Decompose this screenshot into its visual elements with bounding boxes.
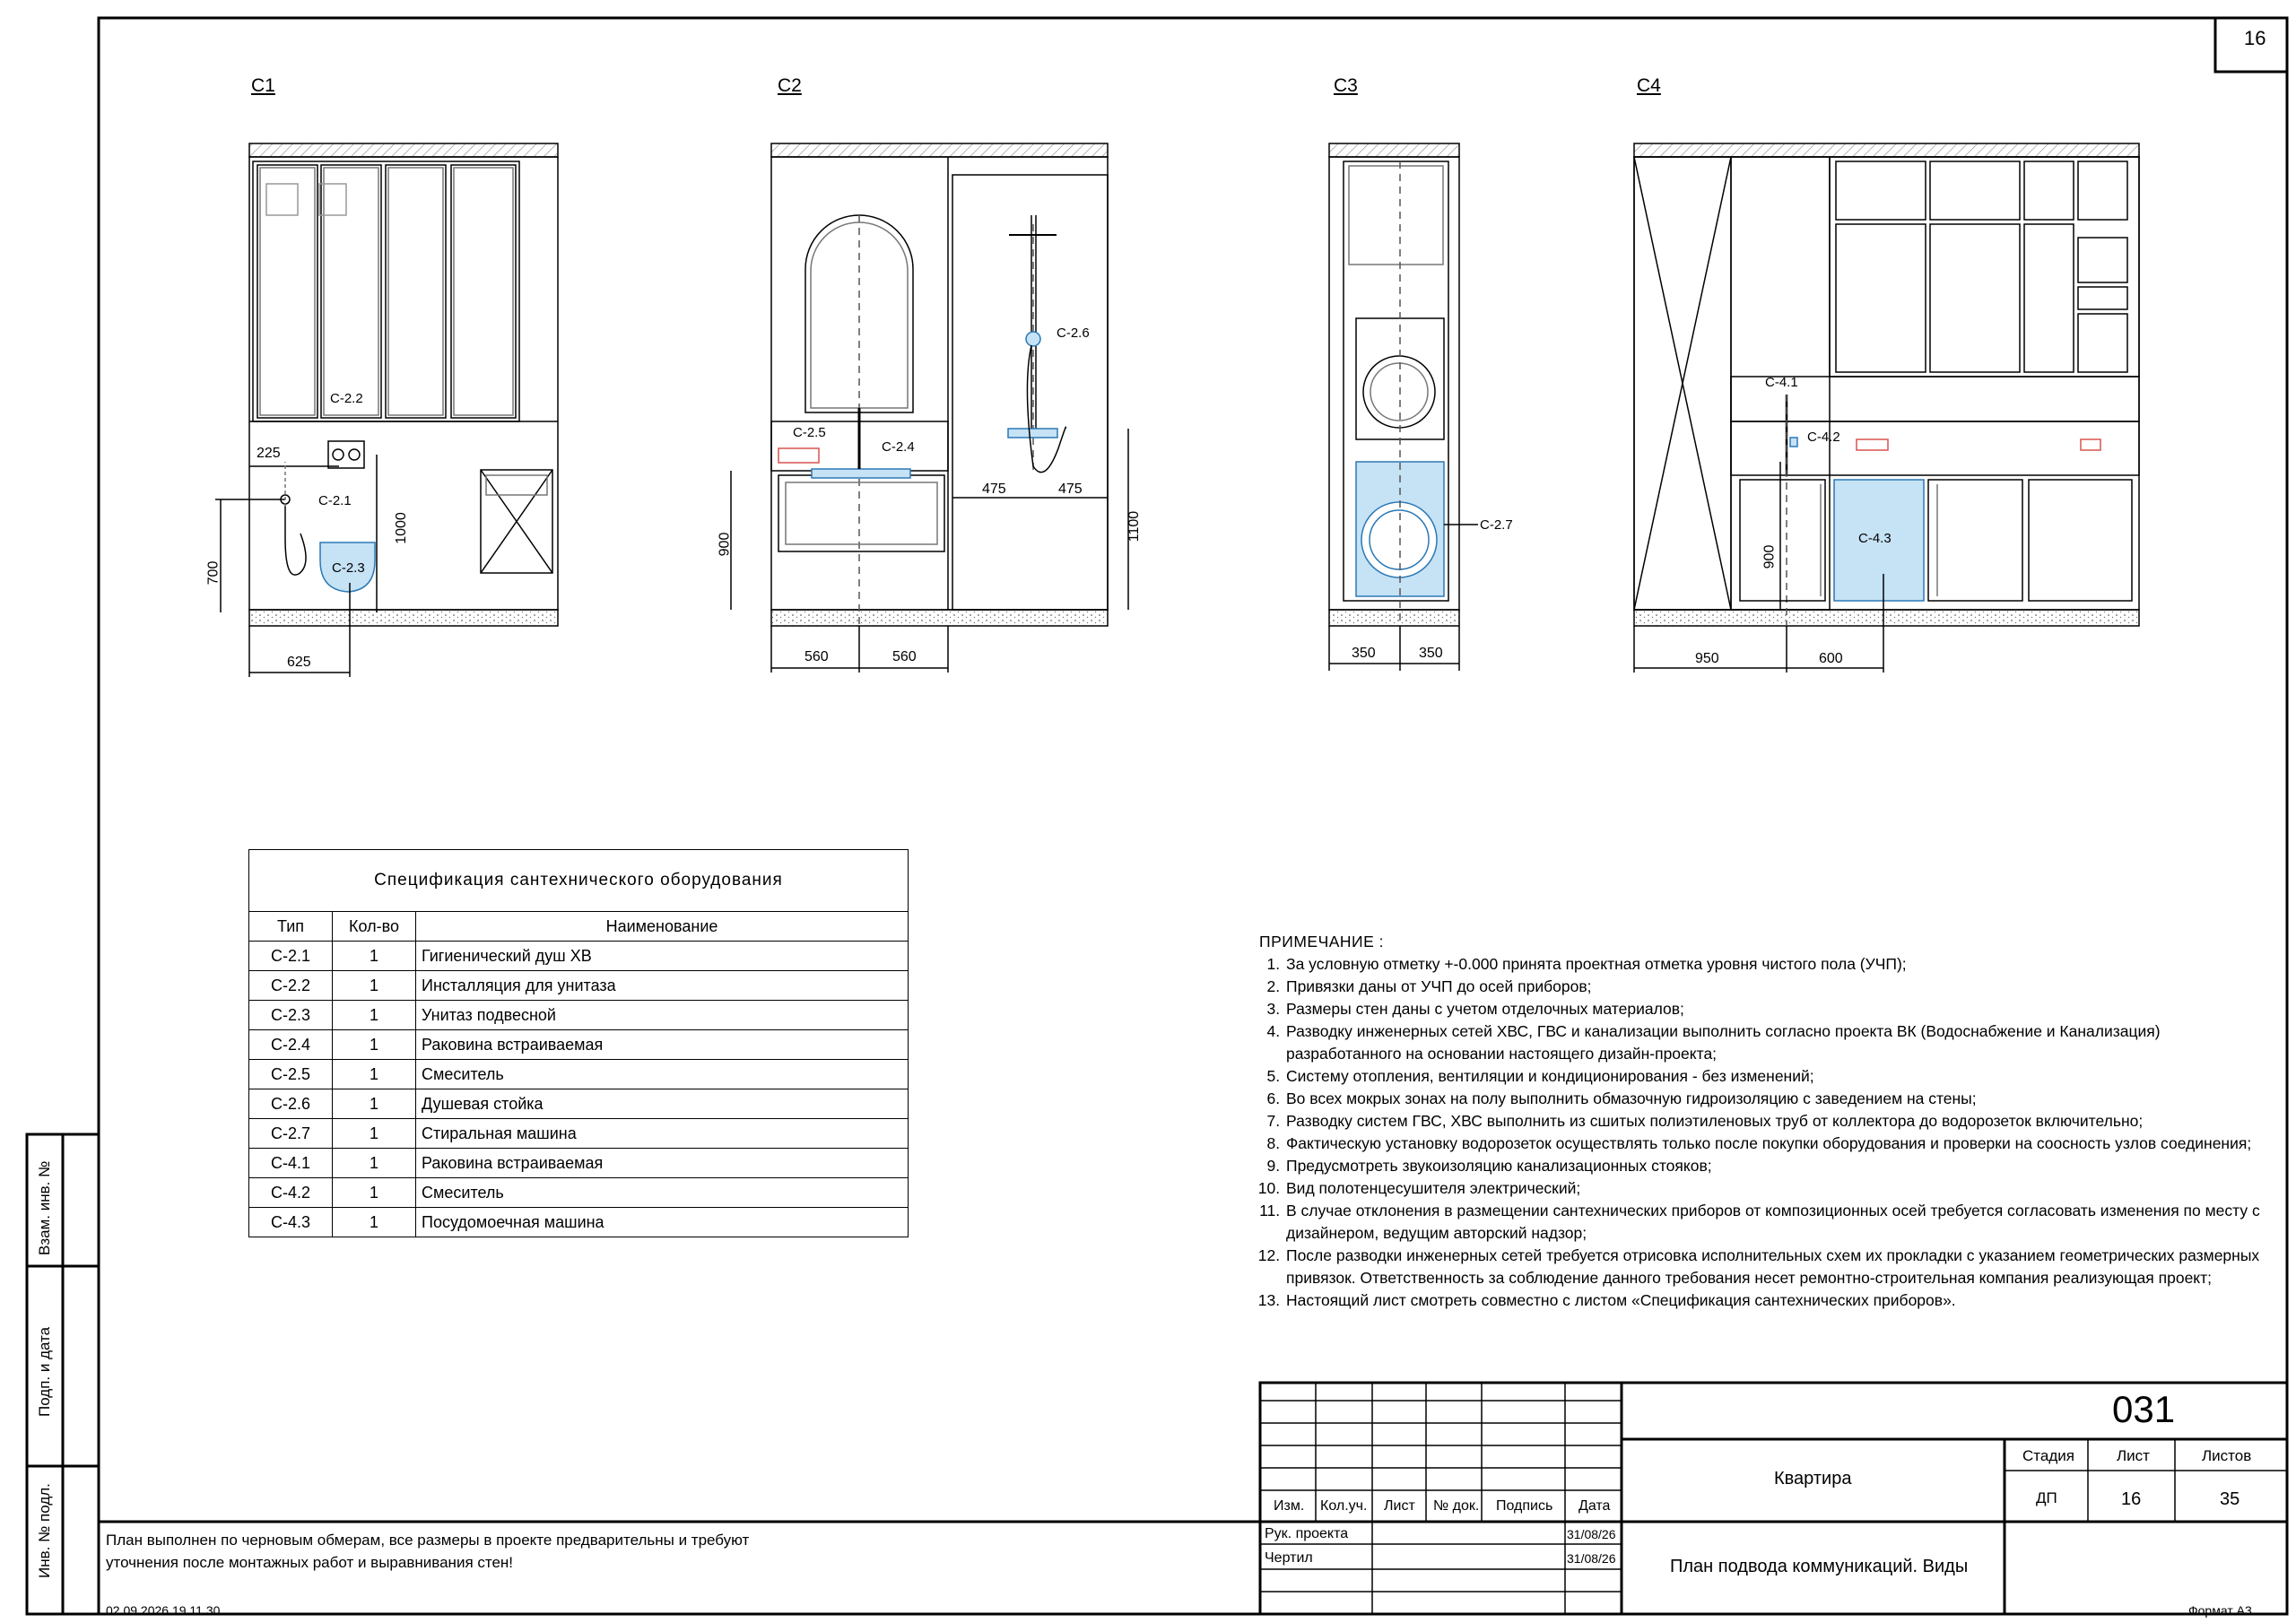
spec-cell-name: Инсталляция для унитаза bbox=[416, 971, 909, 1001]
list-item: 9. Предусмотреть звукоизоляцию канализационных стояков; bbox=[1284, 1155, 2260, 1177]
spec-cell-qty: 1 bbox=[333, 1089, 416, 1119]
callout-c23: С-2.3 bbox=[332, 560, 365, 576]
spec-cell-name: Раковина встраиваемая bbox=[416, 1149, 909, 1178]
role-chertil: Чертил bbox=[1265, 1550, 1313, 1566]
spec-header-name: Наименование bbox=[416, 912, 909, 942]
notes-block bbox=[1259, 931, 2260, 1312]
callout-c22: С-2.2 bbox=[330, 391, 363, 406]
notes-title: ПРИМЕЧАНИЕ : bbox=[1259, 933, 1385, 950]
bottom-note-line2: уточнения после монтажных работ и выравнивания стен! bbox=[106, 1554, 514, 1571]
callout-c21: С-2.1 bbox=[318, 493, 352, 508]
spec-cell-type: С-4.2 bbox=[249, 1178, 333, 1208]
table-row bbox=[249, 942, 909, 971]
table-row bbox=[249, 1001, 909, 1030]
spec-cell-type: С-2.7 bbox=[249, 1119, 333, 1149]
spec-cell-name: Раковина встраиваемая bbox=[416, 1030, 909, 1060]
list-item: 10. Вид полотенцесушителя электрический; bbox=[1284, 1177, 2260, 1200]
spec-cell-type: С-2.3 bbox=[249, 1001, 333, 1030]
list-item: 11. В случае отклонения в размещении сантехнических приборов от композиционных осей требуется согласовать изменения по месту с дизайнером, ведущим авторский надзор; bbox=[1284, 1200, 2260, 1245]
table-row bbox=[249, 1060, 909, 1089]
list-item: 3. Размеры стен даны с учетом отделочных материалов; bbox=[1284, 998, 2260, 1020]
spec-cell-name: Смеситель bbox=[416, 1178, 909, 1208]
spec-cell-qty: 1 bbox=[333, 971, 416, 1001]
notes-list bbox=[1259, 953, 2260, 1312]
spec-cell-name: Гигиенический душ ХВ bbox=[416, 942, 909, 971]
spec-cell-type: С-2.1 bbox=[249, 942, 333, 971]
sheet-frame bbox=[99, 18, 2287, 1614]
spec-cell-qty: 1 bbox=[333, 1119, 416, 1149]
dim-c4-950: 950 bbox=[1695, 651, 1719, 666]
spec-cell-qty: 1 bbox=[333, 1178, 416, 1208]
callout-c24: С-2.4 bbox=[882, 439, 915, 455]
col-podpis: Подпись bbox=[1496, 1498, 1553, 1514]
dim-c2-560b: 560 bbox=[892, 649, 917, 664]
list-item: 5. Систему отопления, вентиляции и кондиционирования - без изменений; bbox=[1284, 1065, 2260, 1088]
spec-cell-qty: 1 bbox=[333, 1208, 416, 1237]
sheet-corner-number: 16 bbox=[2244, 27, 2266, 49]
dim-c2-900: 900 bbox=[717, 532, 733, 557]
callout-c43: С-4.3 bbox=[1858, 531, 1892, 546]
list-item: 13. Настоящий лист смотреть совместно с листом «Спецификация сантехнических приборов». bbox=[1284, 1289, 2260, 1312]
stamp-vzam-inv: Взам. инв. № bbox=[36, 1160, 53, 1255]
table-row bbox=[249, 1178, 909, 1208]
spec-cell-name: Душевая стойка bbox=[416, 1089, 909, 1119]
sheet-value: 16 bbox=[2121, 1489, 2142, 1509]
dim-c1-1000: 1000 bbox=[393, 512, 409, 544]
col-doc: № док. bbox=[1433, 1498, 1480, 1514]
dim-c1-700: 700 bbox=[205, 560, 222, 586]
spec-cell-type: С-2.2 bbox=[249, 971, 333, 1001]
list-item: 8. Фактическую установку водорозеток осуществлять только после покупки оборудования и проверки на соосность узлов соединения; bbox=[1284, 1133, 2260, 1155]
table-row bbox=[249, 1119, 909, 1149]
table-row bbox=[249, 1089, 909, 1119]
spec-cell-name: Смеситель bbox=[416, 1060, 909, 1089]
spec-cell-qty: 1 bbox=[333, 1149, 416, 1178]
dim-c3-350b: 350 bbox=[1419, 646, 1443, 661]
list-item: 6. Во всех мокрых зонах на полу выполнить обмазочную гидроизоляцию с заведением на стены; bbox=[1284, 1088, 2260, 1110]
list-item: 4. Разводку инженерных сетей ХВС, ГВС и канализации выполнить согласно проекта ВК (Водоснабжение и Канализация) разработанного на основании настоящего дизайн-проекта; bbox=[1284, 1020, 2260, 1065]
stamp-podp-data: Подп. и дата bbox=[36, 1326, 53, 1417]
spec-cell-type: С-4.1 bbox=[249, 1149, 333, 1178]
spec-cell-name: Посудомоечная машина bbox=[416, 1208, 909, 1237]
col-kol-uch: Кол.уч. bbox=[1320, 1498, 1368, 1514]
dim-c3-350a: 350 bbox=[1352, 646, 1376, 661]
callout-c27: С-2.7 bbox=[1480, 517, 1513, 533]
view-label-c2: С2 bbox=[778, 75, 802, 96]
sheets-value: 35 bbox=[2220, 1489, 2240, 1509]
stage-value: ДП bbox=[2036, 1489, 2057, 1506]
callout-c41: С-4.1 bbox=[1765, 375, 1798, 390]
dim-c2-1100: 1100 bbox=[1126, 510, 1143, 542]
spec-cell-qty: 1 bbox=[333, 942, 416, 971]
spec-table bbox=[248, 849, 909, 1237]
spec-cell-type: С-2.6 bbox=[249, 1089, 333, 1119]
col-list: Лист bbox=[1384, 1498, 1415, 1514]
dim-c1-625: 625 bbox=[287, 655, 311, 670]
table-row bbox=[249, 1208, 909, 1237]
spec-table-title: Спецификация сантехнического оборудования bbox=[249, 850, 909, 912]
list-item: 7. Разводку систем ГВС, ХВС выполнить из сшитых полиэтиленовых труб от коллектора до водорозеток включительно; bbox=[1284, 1110, 2260, 1133]
dim-c1-225: 225 bbox=[257, 446, 281, 461]
spec-cell-type: С-2.4 bbox=[249, 1030, 333, 1060]
spec-cell-type: С-2.5 bbox=[249, 1060, 333, 1089]
project-code: 031 bbox=[2112, 1388, 2176, 1430]
callout-c26: С-2.6 bbox=[1057, 325, 1090, 341]
print-timestamp: 02.09.2026 19.11.30 bbox=[106, 1603, 221, 1618]
spec-header-qty: Кол-во bbox=[333, 912, 416, 942]
view-c1-drawing bbox=[215, 143, 558, 677]
table-row bbox=[249, 1030, 909, 1060]
list-item: 12. После разводки инженерных сетей требуется отрисовка исполнительных схем их прокладки с указанием геометрических размерных привязок. Ответственность за соблюдение данного требования несет ремонтно-строительная компания реализующая проект; bbox=[1284, 1245, 2260, 1289]
stamp-inv-podl: Инв. № подл. bbox=[36, 1483, 53, 1578]
spec-cell-type: С-4.3 bbox=[249, 1208, 333, 1237]
bottom-note-line1: План выполнен по черновым обмерам, все размеры в проекте предварительны и требуют bbox=[106, 1532, 750, 1549]
stage-header: Стадия bbox=[2022, 1447, 2074, 1464]
spec-cell-qty: 1 bbox=[333, 1001, 416, 1030]
table-row bbox=[249, 971, 909, 1001]
dim-c4-600: 600 bbox=[1819, 651, 1843, 666]
date-ruk-proekta: 31/08/26 bbox=[1567, 1527, 1616, 1541]
col-data: Дата bbox=[1578, 1498, 1611, 1514]
spec-header-type: Тип bbox=[249, 912, 333, 942]
list-item: 2. Привязки даны от УЧП до осей приборов; bbox=[1284, 976, 2260, 998]
dim-c4-900: 900 bbox=[1761, 544, 1778, 569]
sheets-header: Листов bbox=[2202, 1447, 2252, 1464]
spec-cell-qty: 1 bbox=[333, 1030, 416, 1060]
callout-c25: С-2.5 bbox=[793, 425, 826, 440]
sheet-header: Лист bbox=[2117, 1447, 2150, 1464]
callout-c42: С-4.2 bbox=[1807, 430, 1840, 445]
spec-cell-name: Стиральная машина bbox=[416, 1119, 909, 1149]
view-label-c1: С1 bbox=[251, 75, 275, 96]
sheet-title: План подвода коммуникаций. Виды bbox=[1670, 1557, 1969, 1576]
dim-c2-560a: 560 bbox=[804, 649, 829, 664]
object-name: Квартира bbox=[1774, 1469, 1852, 1488]
date-chertil: 31/08/26 bbox=[1567, 1551, 1616, 1566]
view-label-c3: С3 bbox=[1334, 75, 1358, 96]
view-c3-drawing bbox=[1329, 143, 1478, 671]
format-label: Формат А3 bbox=[2188, 1603, 2252, 1618]
list-item: 1. За условную отметку +-0.000 принята проектная отметка уровня чистого пола (УЧП); bbox=[1284, 953, 2260, 976]
dim-c2-475b: 475 bbox=[1058, 482, 1083, 497]
view-c4-drawing bbox=[1634, 143, 2139, 673]
col-izm: Изм. bbox=[1274, 1498, 1305, 1514]
view-c2-drawing bbox=[731, 143, 1128, 673]
spec-cell-name: Унитаз подвесной bbox=[416, 1001, 909, 1030]
role-ruk-proekta: Рук. проекта bbox=[1265, 1526, 1349, 1541]
table-row bbox=[249, 1149, 909, 1178]
spec-cell-qty: 1 bbox=[333, 1060, 416, 1089]
view-label-c4: С4 bbox=[1637, 75, 1661, 96]
dim-c2-475a: 475 bbox=[982, 482, 1006, 497]
